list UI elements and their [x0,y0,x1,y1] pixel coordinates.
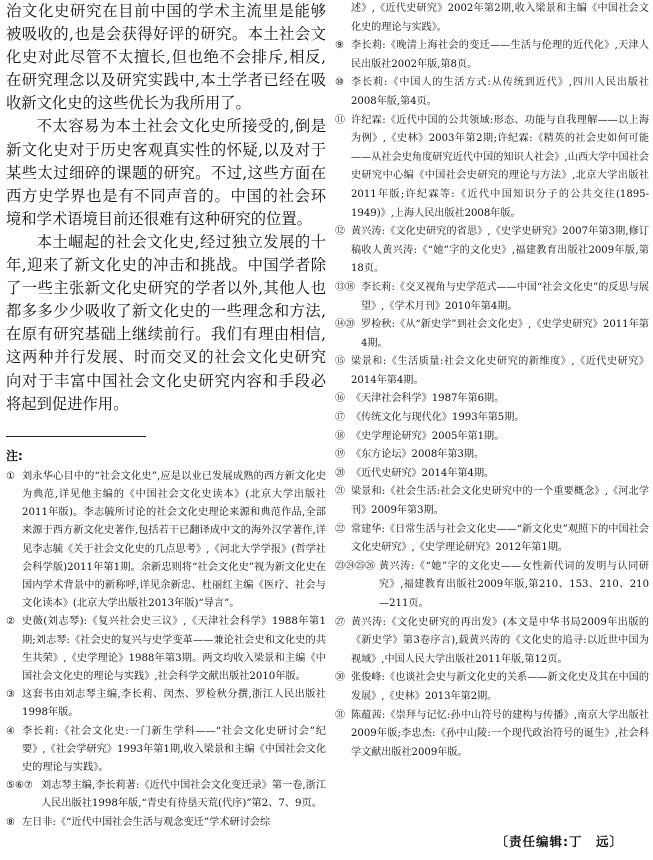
footnote-number: ㉚ [335,672,345,684]
footnote-number: ㉑ [335,486,345,498]
footnote-number: ⑬⑱ [335,281,355,293]
footnote-item [335,558,649,614]
footnote-text: 史薇(刘志琴):《复兴社会史三议》,《天津社会科学》1988年第1期;刘志琴:《社会史的复兴与史学变革——兼论社会史和文化史的共生共荣》,《史学理论》1988年第3期。两文均收入梁景和主编《中国社会文化史的理论与实践》,社会科学文献出版社2010年版。 [22,616,326,682]
footnote-item [335,390,649,409]
footnote-number: ④ [6,725,15,737]
footnote-text: 陈蕴茜:《崇拜与记忆:孙中山符号的建构与传播》,南京大学出版社2009年版;李忠杰:《孙中山陵:一个现代政治符号的诞生》,社会科学文献出版社2009年版。 [351,709,649,758]
footnote-number: ⑮ [335,356,345,368]
footnote-item [6,686,326,722]
footnote-number: ⑨ [335,40,344,52]
footnote-item [335,279,649,316]
footnote-text: 《近代史研究》2014年第4期。 [351,467,495,479]
right-column [335,0,649,762]
footnote-item [335,446,649,465]
footnote-number: ② [6,616,15,628]
footnote-item [335,521,649,558]
body-text [6,0,326,416]
footnote-text: 梁景和:《生活质量:社会文化史研究的新维度》,《近代史研究》2014年第4期。 [351,356,649,386]
notes-divider [6,436,146,437]
footnote-item [335,669,649,706]
footnote-text: 左日非:《“近代中国社会生活与观念变迁”学术研讨会综 [22,816,271,828]
footnote-item [6,468,326,614]
footnote-item [335,428,649,447]
footnote-number: ⑧ [6,816,15,828]
footnote-text: 黄兴涛:《“她”字的文化史——女性新代词的发明与认同研究》,福建教育出版社2009年版,第210、153、210、210—211页。 [379,560,649,609]
footnote-number: ⑱ [335,430,345,442]
footnote-item [335,74,649,111]
footnote-item [335,707,649,763]
footnote-item [335,0,649,37]
footnote-item [6,723,326,778]
footnote-text: 这套书由刘志琴主编,李长莉、闵杰、罗检秋分撰,浙江人民出版社1998年版。 [22,689,326,719]
notes-heading: 注: [6,448,23,463]
footnote-number: ㉗ [335,616,345,628]
footnote-text: 梁景和:《社会生活:社会文化史研究中的一个重要概念》,《河北学刊》2009年第3期。 [351,486,649,517]
footnote-number: ⑫ [335,226,345,238]
footnote-text: 黄兴涛:《文化史研究的再出发》(本文是中华书局2009年出版的《新史学》第3卷序言),载黄兴涛的《文化史的追寻:以近世中国为视域》,中国人民大学出版社2011年版,第12页。 [351,616,649,665]
editor-credit: 〔责任编辑:丁 远〕 [495,834,623,849]
footnote-text: 《东方论坛》2008年第3期。 [351,449,485,461]
footnote-text: 常建华:《日常生活与社会文化史——“新文化史”观照下的中国社会文化史研究》,《史学理论研究》2012年第1期。 [351,523,649,554]
footnote-number: ③ [6,689,15,701]
footnote-item [335,409,649,428]
body-paragraph: 治文化史研究在目前中国的学术主流里是能够被吸收的,也是会获得好评的研究。本土社会文化史对此尽管不太擅长,但也绝不会排斥,相反,在研究理念以及研究实践中,本土学者已经在吸收新文化史的这些优长为我所用了。 [6,2,326,113]
footnote-number: ㉓㉔㉕㉖ [335,560,375,572]
footnote-item [6,613,326,686]
footnote-item [335,353,649,390]
body-paragraph: 不太容易为本土社会文化史所接受的,倒是新文化史对于历史客观真实性的怀疑,以及对于某些太过细碎的课题的研究。不过,这些方面在西方史学界也是有不同声音的。中国的社会环境和学术语境目前还很难有这种研究的位置。 [6,117,326,228]
footnote-number: ⑯ [335,393,345,405]
footnote-item [335,223,649,279]
notes-list-right [335,0,649,762]
footnote-text: 《天津社会科学》1987年第6期。 [351,393,505,405]
footnote-item [335,465,649,484]
footnote-text: 李长莉:《交叉视角与史学范式——中国“社会文化史”的反思与展望》,《学术月刊》2010年第4期。 [361,281,649,312]
footnote-item [335,483,649,520]
body-paragraph: 本土崛起的社会文化史,经过独立发展的十年,迎来了新文化史的冲击和挑战。中国学者除了一些主张新文化史研究的学者以外,其他人也都多多少少吸收了新文化史的一些理念和方法,在原有研究基础上继续前行。我们有理由相信,这两种并行发展、时而交叉的社会文化史研究向对于丰富中国社会文化史研究内容和手段必将起到促进作用。 [6,232,326,413]
footnote-item [335,112,649,224]
footnote-text: 刘永华心目中的“社会文化史”,应是以业已发展成熟的西方新文化史为典范,详见他主编的《中国社会文化史读本》(北京大学出版社2011年版)。李志毓所讨论的社会文化史理论来源和典范作品,全部来源于西方新文化史著作,包括若干已翻译成中文的海外汉学著作,详见李志毓《关于社会文化史的几点思考》,《河北大学学报》(哲学社会科学版)2011年第1期。余新忠则将“社会文化史”视为新文化史在国内学术背景中的新称呼,详见余新忠、杜丽红主编《医疗、社会与文化读本》(北京大学出版社2013年版)“导言”。 [22,470,326,610]
footnote-text: 述》,《近代史研究》2002年第2期,收入梁景和主编《中国社会文化史的理论与实践》。 [351,3,649,33]
footnote-text: 李长莉:《社会文化史:一门新生学科——“社会文化史研讨会”纪要》,《社会学研究》1993年第1期,收入梁景和主编《中国社会文化史的理论与实践》。 [22,725,326,773]
notes-list-left [6,468,326,832]
footnote-text: 许纪霖:《近代中国的公共领域:形态、功能与自我理解——以上海为例》,《史林》2003年第2期;许纪霖:《精英的社会史如何可能——从社会史角度研究近代中国的知识人社会》,山西大学中国社会史研究中心编《中国社会史研究的理论与方法》,北京大学出版社2011年版;许纪霖等:《近代中国知识分子的公共交往(1895-1949)》,上海人民出版社2008年版。 [351,114,649,219]
footnote-item [335,614,649,670]
footnote-text: 《史学理论研究》2005年第1期。 [351,430,505,442]
footnote-number: ⑭⑳ [335,319,355,331]
footnote-number: ⑩ [335,77,344,89]
left-column [6,0,326,832]
footnote-item [6,777,326,813]
footnote-number: ㉒ [335,523,345,535]
footnote-number: ⑪ [335,114,345,126]
footnote-text: 张俊峰:《也谈社会史与新文化史的关系——新文化史及其在中国的发展》,《史林》2013年第2期。 [351,672,649,702]
footnote-text: 李长莉:《中国人的生活方式:从传统到近代》,四川人民出版社2008年版,第4页。 [351,77,649,107]
footnote-number: ㉛ [335,709,345,721]
footnote-number: ① [6,470,15,482]
footnote-text: 《传统文化与现代化》1993年第5期。 [351,412,525,424]
footnote-item [335,37,649,74]
footnote-text: 罗检秋:《从“新史学”到社会文化史》,《史学史研究》2011年第4期。 [361,319,649,349]
footnote-text: 刘志琴主编,李长莉著:《近代中国社会文化变迁录》第一卷,浙江人民出版社1998年版,“青史有待垦天荒(代序)”第2、7、9页。 [41,780,326,810]
footnote-number: ⑰ [335,412,345,424]
footnote-number: ⑲ [335,449,345,461]
footnote-item [6,814,326,832]
footnote-item [335,316,649,353]
footnote-text: 李长莉:《晚清上海社会的变迁——生活与伦理的近代化》,天津人民出版社2002年版,第8页。 [351,40,649,70]
footnote-number: ⑤⑥⑦ [6,780,33,792]
footnote-number: ⑳ [335,467,345,479]
footnote-text: 黄兴涛:《文化史研究的省思》,《史学史研究》2007年第3期,修订稿收人黄兴涛:《“她”字的文化史》,福建教育出版社2009年版,第18页。 [351,226,649,275]
